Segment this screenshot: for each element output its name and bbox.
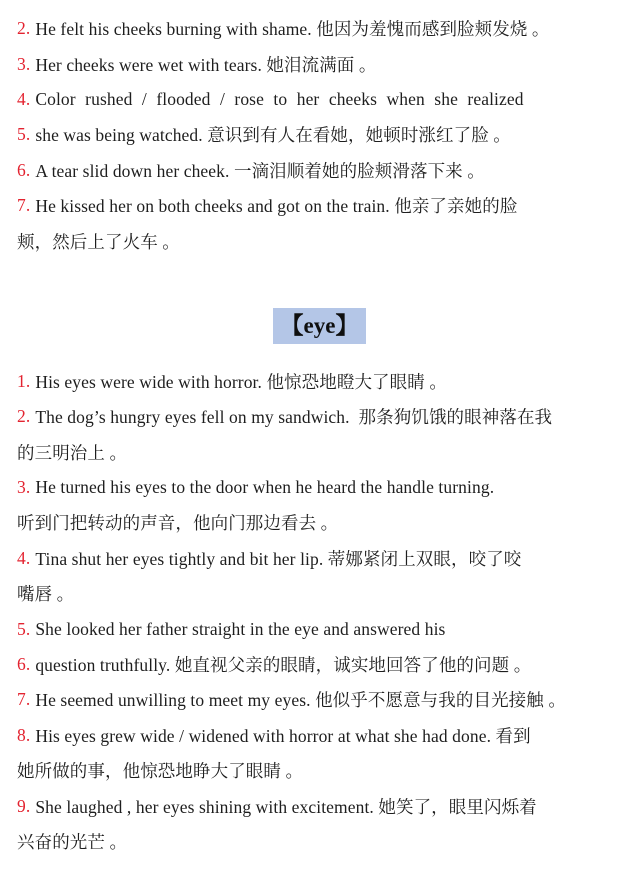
item-number: 2. — [17, 18, 31, 39]
sentence-line — [17, 753, 622, 788]
sentence-text: He felt his cheeks burning with shame. 他因为羞愧而感到脸颊发烧 。 — [35, 19, 550, 40]
sentence-line — [17, 223, 622, 258]
sentence-text: He kissed her on both cheeks and got on the train. 他亲了亲她的脸 — [35, 196, 518, 217]
sentence-line — [17, 718, 622, 753]
eye-section-title: 【eye】 — [273, 308, 367, 344]
item-number: 6. — [17, 654, 31, 675]
item-number: 7. — [17, 195, 31, 216]
sentence-text: He seemed unwilling to meet my eyes. 他似乎不愿意与我的目光接触 。 — [35, 690, 566, 711]
sentence-text: His eyes grew wide / widened with horror at what she had done. 看到 — [35, 725, 531, 746]
sentence-line — [17, 364, 622, 399]
sentence-text: 颊，然后上了火车 。 — [17, 231, 180, 252]
sentence-line — [17, 788, 622, 823]
item-number: 6. — [17, 159, 31, 180]
sentence-text: A tear slid down her cheek. 一滴泪顺着她的脸颊滑落下来 。 — [35, 160, 485, 181]
sentence-line — [17, 505, 622, 540]
sentence-text: Tina shut her eyes tightly and bit her lip. 蒂娜紧闭上双眼，咬了咬 — [35, 548, 522, 569]
item-number: 7. — [17, 689, 31, 710]
eye-section — [17, 364, 622, 859]
sentence-text: She laughed , her eyes shining with excitement. 她笑了，眼里闪烁着 — [35, 796, 537, 817]
item-number: 4. — [17, 547, 31, 568]
item-number: 5. — [17, 618, 31, 639]
sentence-line — [17, 153, 622, 188]
sentence-text: His eyes were wide with horror. 他惊恐地瞪大了眼睛 。 — [35, 371, 447, 392]
sentence-line — [17, 647, 622, 682]
sentence-line — [17, 682, 622, 717]
sentence-line — [17, 46, 622, 81]
sentence-line — [17, 399, 622, 434]
item-number: 9. — [17, 795, 31, 816]
sentence-text: The dog’s hungry eyes fell on my sandwich. 那条狗饥饿的眼神落在我 — [35, 407, 553, 428]
sentence-line — [17, 611, 622, 646]
item-number: 4. — [17, 88, 31, 109]
sentence-text: question truthfully. 她直视父亲的眼睛，诚实地回答了他的问题 。 — [35, 655, 532, 676]
item-number: 1. — [17, 370, 31, 391]
sentence-line — [17, 470, 622, 505]
sentence-text: 嘴唇 。 — [17, 584, 75, 605]
item-number: 5. — [17, 124, 31, 145]
item-number: 2. — [17, 406, 31, 427]
sentence-text: He turned his eyes to the door when he heard the handle turning. — [35, 477, 495, 498]
sentence-text: Color rushed / flooded / rose to her cheeks when she realized — [35, 88, 524, 109]
sentence-line — [17, 117, 622, 152]
sentence-text: She looked her father straight in the eye and answered his — [35, 618, 446, 639]
sentence-line — [17, 11, 622, 46]
cheek-section — [17, 11, 622, 259]
sentence-text: 的三明治上 。 — [17, 442, 128, 463]
sentence-text: Her cheeks were wet with tears. 她泪流满面 。 — [35, 54, 377, 75]
sentence-line — [17, 541, 622, 576]
sentence-line — [17, 435, 622, 470]
sentence-line — [17, 188, 622, 223]
sentence-line — [17, 82, 622, 117]
sentence-line — [17, 576, 622, 611]
sentence-text: 兴奋的光芒 。 — [17, 832, 128, 852]
sentence-text: 她所做的事，他惊恐地睁大了眼睛 。 — [17, 761, 304, 782]
item-number: 3. — [17, 477, 31, 498]
sentence-text: she was being watched. 意识到有人在看她，她顿时涨红了脸 。 — [35, 125, 511, 146]
item-number: 8. — [17, 724, 31, 745]
sentence-line — [17, 824, 622, 859]
eye-section-header-row — [17, 308, 622, 344]
item-number: 3. — [17, 53, 31, 74]
sentence-text: 听到门把转动的声音，他向门那边看去 。 — [17, 513, 339, 534]
